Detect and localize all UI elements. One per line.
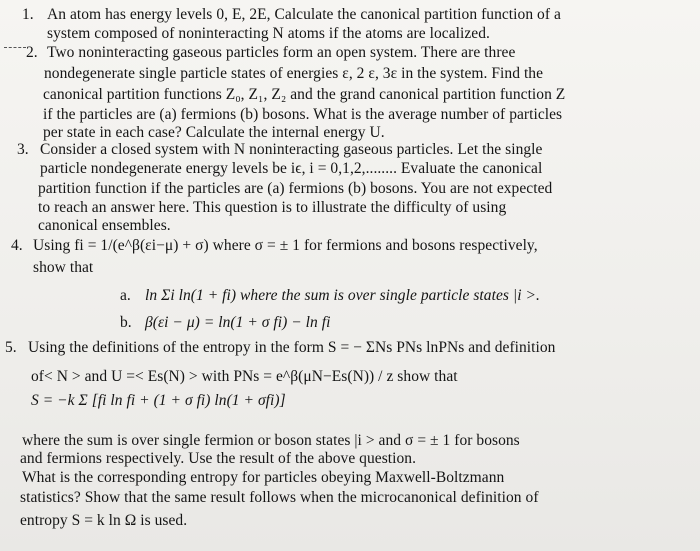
problem-1-line-1: An atom has energy levels 0, E, 2E, Calculate the canonical partition function of a bbox=[47, 6, 561, 23]
problem-5-line-7: statistics? Show that the same result follows when the microcanonical definition of bbox=[20, 489, 539, 506]
problem-2-line-5: per state in each case? Calculate the internal energy U. bbox=[43, 124, 385, 141]
problem-4-part-b-label: b. bbox=[120, 314, 132, 331]
problem-number-3: 3. bbox=[17, 141, 29, 158]
problem-3-line-3: partition function if the particles are (a) fermions (b) bosons. You are not expected bbox=[38, 180, 553, 197]
problem-4-line-2: show that bbox=[33, 259, 94, 276]
problem-3-line-5: canonical ensembles. bbox=[38, 217, 171, 234]
problem-2-line-1: Two noninteracting gaseous particles form an open system. There are three bbox=[47, 44, 516, 61]
problem-2-line-3: canonical partition functions Z₀, Z₁, Z₂ and the grand canonical partition function Z bbox=[43, 86, 566, 103]
problem-number-4: 4. bbox=[11, 237, 23, 254]
problem-3-line-4: to reach an answer here. This question is to illustrate the difficulty of using bbox=[38, 199, 507, 216]
problem-3-line-2: particle nondegenerate energy levels be iϵ, i = 0,1,2,........ Evaluate the canonical bbox=[40, 160, 543, 177]
problem-4-line-1: Using fi = 1/(e^β(εi−μ) + σ) where σ = ± 1 for fermions and bosons respectively, bbox=[33, 237, 538, 254]
problem-5-line-1: Using the definitions of the entropy in the form S = − ΣNs PNs lnPNs and definition bbox=[28, 339, 556, 356]
problem-4-part-b-text: β(εi − μ) = ln(1 + σ fi) − ln fi bbox=[145, 314, 331, 331]
problem-5-line-4: where the sum is over single fermion or boson states |i > and σ = ± 1 for bosons bbox=[22, 432, 520, 449]
problem-5-line-2: of< N > and U =< Es(N) > with PNs = e^β(μN−Es(N)) / z show that bbox=[31, 368, 458, 385]
problem-4-part-a-text: ln Σi ln(1 + fi) where the sum is over single particle states |i >. bbox=[145, 287, 540, 304]
problem-number-5: 5. bbox=[5, 339, 17, 356]
problem-2-line-2: nondegenerate single particle states of energies ε, 2 ε, 3ε in the system. Find the bbox=[44, 65, 544, 82]
problem-4-part-a-label: a. bbox=[120, 287, 131, 304]
problem-1-line-2: system composed of noninteracting N atoms if the atoms are localized. bbox=[47, 25, 490, 42]
problem-5-line-8: entropy S = k ln Ω is used. bbox=[20, 512, 188, 529]
margin-dash-mark bbox=[4, 47, 26, 48]
problem-3-line-1: Consider a closed system with N noninteracting gaseous particles. Let the single bbox=[40, 141, 543, 158]
problem-5-line-6: What is the corresponding entropy for particles obeying Maxwell-Boltzmann bbox=[22, 469, 505, 486]
problem-number-1: 1. bbox=[22, 6, 34, 23]
problem-5-entropy-formula: S = −k Σ [fi ln fi + (1 + σ fi) ln(1 + σfi)] bbox=[31, 392, 286, 409]
problem-number-2: 2. bbox=[26, 44, 38, 61]
problem-5-line-5: and fermions respectively. Use the result of the above question. bbox=[20, 450, 417, 467]
problem-2-line-4: if the particles are (a) fermions (b) bosons. What is the average number of particles bbox=[43, 106, 563, 123]
